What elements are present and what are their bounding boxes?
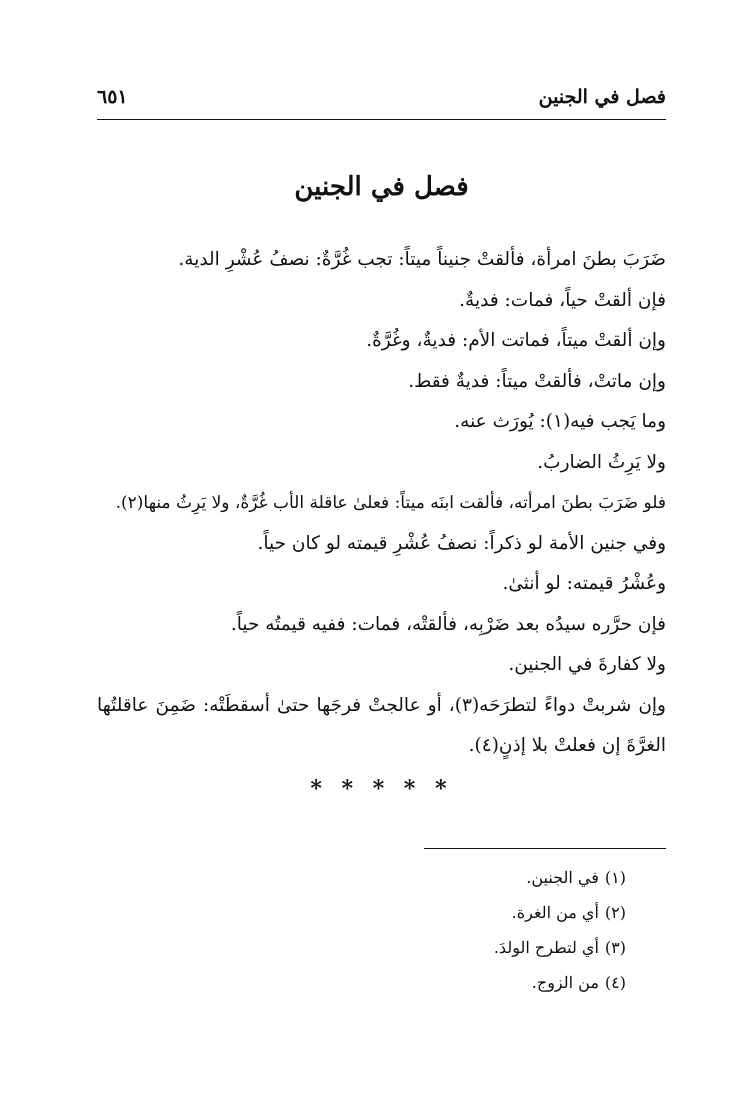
section-title: فصل في الجنين <box>294 172 469 202</box>
footnote <box>97 930 626 965</box>
footnote-number: (٤) <box>604 973 626 992</box>
paragraph: فإن حرَّره سيدُه بعد ضَرْبِه، فألقتْه، فمات: ففيه قيمتُه حياً. <box>230 613 666 635</box>
paragraph: وإن ماتتْ، فألقتْ ميتاً: فديةٌ فقط. <box>408 370 666 392</box>
paragraph: وإن شربتْ دواءً لتطرَحَه(٣)، أو عالجتْ فرجَها حتىٰ أسقطَتْه: ضَمِنَ عاقلتُها الغرَّةَ إن فعلتْ بلا إذنٍ(٤). <box>97 694 666 756</box>
paragraph: فإن ألقتْ حياً، فمات: فديةٌ. <box>459 289 666 311</box>
footnote <box>97 860 626 895</box>
paragraph: وإن ألقتْ ميتاً، فماتت الأم: فديةٌ، وغُرَّةٌ. <box>366 330 666 351</box>
footnote <box>97 965 626 1000</box>
paragraph: فلو ضَرَبَ بطنَ امرأته، فألقت ابنَه ميتاً: فعلىٰ عاقلة الأب غُرَّةٌ، ولا يَرِثُ منها(٢). <box>115 493 666 513</box>
footnote-text: في الجنين. <box>526 868 599 887</box>
header-rule <box>97 119 666 120</box>
footnote-number: (٢) <box>604 903 626 922</box>
running-header <box>97 86 666 116</box>
paragraph: ضَرَبَ بطنَ امرأة، فألقتْ جنيناً ميتاً: تجب غُرَّةٌ: نصفُ عُشْرِ الدية. <box>178 249 666 270</box>
paragraph: وما يَجب فيه(١): يُورَث عنه. <box>454 411 666 432</box>
paragraph: وفي جنين الأمة لو ذكراً: نصفُ عُشْرِ قيمته لو كان حياً. <box>257 532 666 554</box>
footnote-text: من الزوج. <box>531 973 599 992</box>
footnote-rule <box>424 848 666 849</box>
paragraph: وعُشْرُ قيمته: لو أنثىٰ. <box>502 573 666 594</box>
footnote <box>97 895 626 930</box>
body-text <box>97 240 666 767</box>
section-ornament: * * * * * <box>310 776 453 802</box>
paragraph: ولا كفارةَ في الجنين. <box>508 654 666 675</box>
footnotes <box>97 860 666 1000</box>
running-title: فصل في الجنين <box>538 86 666 108</box>
paragraph: ولا يَرِثُ الضاربُ. <box>537 451 666 473</box>
footnote-text: أي لتطرح الولدَ. <box>493 938 599 957</box>
footnote-number: (٣) <box>604 938 626 957</box>
footnote-text: أي من الغرة. <box>511 903 599 922</box>
footnote-number: (١) <box>604 868 626 887</box>
page-number: ٦٥١ <box>97 86 128 108</box>
